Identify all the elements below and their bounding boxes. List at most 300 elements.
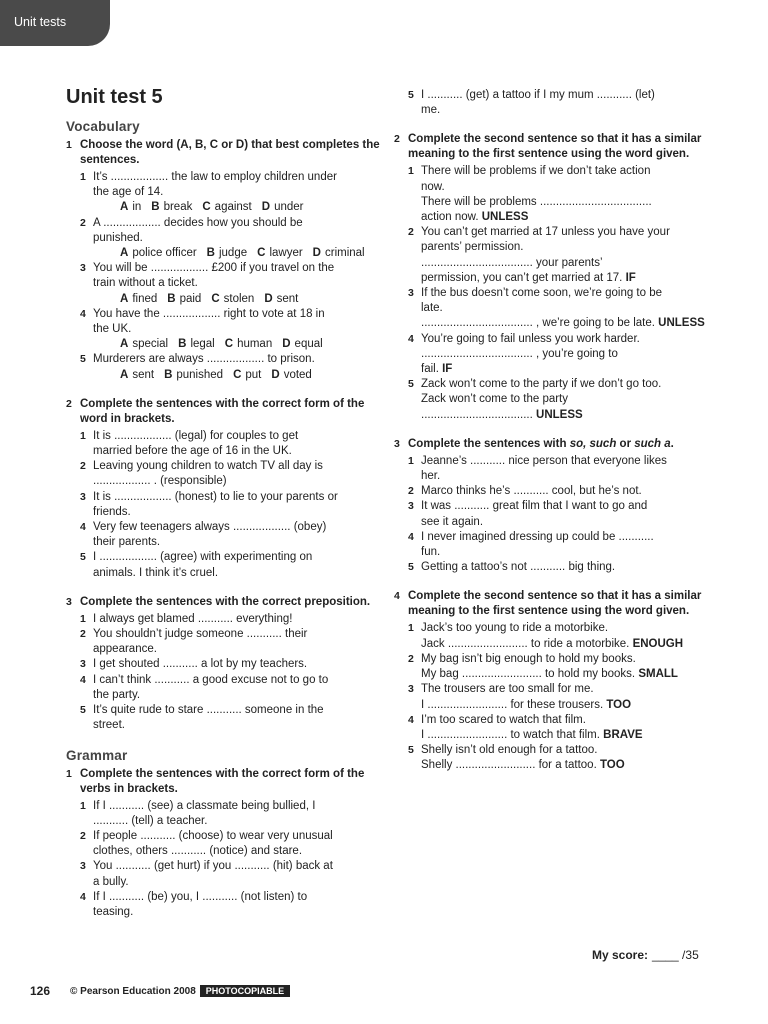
item-number: 2: [80, 829, 86, 842]
exercise-instruction-text: Complete the sentences with the correct form of the verbs in brackets.: [80, 767, 365, 795]
item-number: 1: [80, 612, 86, 625]
item-line: You ........... (get hurt) if you ........... (hit) back at: [93, 860, 333, 873]
item-line: I .................. (agree) with experimenting on: [93, 551, 313, 564]
exercise-instruction-text: Complete the second sentence so that it has a similar meaning to the first sentence using the word given.: [408, 133, 702, 161]
score-label: My score:: [592, 948, 649, 962]
item-text: [421, 377, 710, 423]
answer-options: [93, 292, 382, 307]
option-letter: A: [120, 292, 129, 305]
answer-option: [151, 200, 192, 215]
item-line: [421, 316, 710, 331]
item-text: [421, 682, 710, 712]
item-number: 5: [408, 89, 414, 101]
answer-option: [313, 246, 365, 261]
answer-option: [257, 246, 303, 261]
item-line: friends.: [93, 505, 131, 518]
item-text: [93, 799, 382, 829]
item-line: animals. I think it’s cruel.: [93, 566, 219, 579]
exercise-item: [394, 332, 710, 378]
answer-option: [211, 292, 254, 307]
item-line: see it again.: [421, 515, 484, 528]
item-line: now.: [421, 180, 445, 193]
item-number: 1: [408, 165, 414, 178]
exercise-item: [394, 454, 710, 484]
answer-option: [207, 246, 247, 261]
exercise-item: [394, 499, 710, 529]
item-line: It’s quite rude to stare ........... someone in the: [93, 704, 324, 717]
option-text: under: [274, 201, 304, 214]
item-line: punished.: [93, 231, 143, 244]
option-letter: C: [211, 292, 220, 305]
option-letter: B: [178, 338, 187, 351]
option-text: paid: [179, 292, 202, 305]
item-line: I never imagined dressing up could be ...........: [421, 530, 654, 543]
item-line: fun.: [421, 546, 441, 559]
item-line: appearance.: [93, 643, 157, 656]
item-number: 4: [408, 530, 414, 543]
item-number: 5: [80, 551, 86, 564]
item-number: 2: [408, 226, 414, 239]
exercise-item: [66, 459, 382, 489]
page-number: 126: [30, 984, 51, 998]
exercise-item: [394, 530, 710, 560]
item-line: ................................... your parents’: [421, 256, 603, 269]
exercise-number: 2: [394, 133, 400, 146]
option-letter: D: [261, 201, 271, 214]
item-line: You’re going to fail unless you work harder.: [421, 332, 640, 345]
option-letter: D: [282, 338, 291, 351]
exercise-item: [394, 682, 710, 712]
vocabulary-heading: Vocabulary: [66, 119, 140, 134]
item-line-text: My bag ......................... to hold my books.: [421, 668, 636, 681]
item-text: [421, 225, 710, 286]
exercise-item: [66, 829, 382, 859]
item-text: [93, 703, 382, 733]
exercise-instruction: [66, 767, 382, 797]
grammar-exercise-2: [394, 132, 710, 422]
item-line: If I ........... (be) you, I ........... (not listen) to: [93, 890, 308, 903]
keyword: BRAVE: [603, 728, 643, 741]
exercise-number: 3: [66, 595, 72, 608]
grammar-exercise-1: [66, 767, 382, 921]
exercise-item: [394, 743, 710, 773]
exercise-item: [66, 520, 382, 550]
keyword: UNLESS: [481, 211, 529, 224]
item-line: You will be .................. £200 if you travel on the: [93, 262, 335, 275]
item-text: [93, 352, 382, 382]
exercise-item: [66, 612, 382, 627]
item-number: 3: [80, 490, 86, 503]
option-letter: B: [151, 201, 160, 214]
right-column: [394, 88, 710, 774]
option-text: human: [237, 338, 273, 351]
item-line: There will be problems ...................................: [421, 195, 652, 208]
exercise-item: [66, 490, 382, 520]
grammar-exercise-3: [394, 437, 710, 576]
exercise-item: [394, 713, 710, 743]
keyword: TOO: [606, 698, 632, 711]
item-line: It is .................. (honest) to lie to your parents or: [93, 490, 338, 503]
item-text: [93, 859, 382, 889]
vocabulary-exercise-3: [66, 595, 382, 734]
item-number: 2: [408, 485, 414, 498]
item-line: My bag isn’t big enough to hold my books.: [421, 652, 636, 665]
left-column: [66, 84, 382, 920]
item-line: I’m too scared to watch that film.: [421, 713, 586, 726]
item-line: her.: [421, 470, 441, 483]
item-number: 2: [80, 460, 86, 473]
answer-options: [93, 337, 382, 352]
exercise-item: [394, 560, 710, 575]
item-line-text: I ......................... for these trousers.: [421, 698, 604, 711]
keyword: SMALL: [638, 668, 678, 681]
option-letter: A: [120, 338, 129, 351]
item-line: It was ........... great film that I want to go and: [421, 500, 648, 513]
photocopiable-badge: PHOTOCOPIABLE: [200, 985, 290, 997]
exercise-item: [66, 627, 382, 657]
section-tab-label: Unit tests: [14, 15, 67, 29]
exercise-item: [66, 890, 382, 920]
item-line: You shouldn’t judge someone ........... their: [93, 628, 308, 641]
item-number: 1: [80, 171, 86, 183]
exercise-instruction: 3 Complete the sentences with so, such or such a.: [394, 437, 674, 450]
copyright: © Pearson Education 2008: [70, 985, 196, 997]
item-line: street.: [93, 719, 125, 732]
exercise-item: [66, 307, 382, 353]
item-line-text: Shelly ......................... for a tattoo.: [421, 759, 597, 772]
item-line: If I ........... (see) a classmate being bullied, I: [93, 799, 316, 812]
option-letter: D: [264, 292, 273, 305]
exercise-item: [66, 703, 382, 733]
answer-option: [120, 337, 168, 352]
option-letter: B: [206, 247, 215, 260]
exercise-item: [394, 484, 710, 499]
item-line: If the bus doesn’t come soon, we’re going to be: [421, 287, 663, 300]
option-text: punished: [176, 368, 224, 381]
keyword: IF: [625, 271, 636, 284]
page-footer: [30, 984, 290, 998]
item-text: [421, 484, 710, 499]
item-line: Zack won’t come to the party if we don’t go too.: [421, 378, 662, 391]
item-number: 4: [80, 673, 86, 686]
item-line: I always get blamed ........... everything!: [93, 612, 293, 625]
score-box: [592, 948, 699, 962]
item-line: the party.: [93, 688, 141, 701]
item-line: [421, 408, 710, 423]
item-line: I get shouted ........... a lot by my teachers.: [93, 658, 308, 671]
item-line: [421, 637, 710, 652]
option-letter: B: [164, 368, 173, 381]
exercise-number: 1: [66, 139, 72, 151]
exercise-instruction: [66, 595, 382, 610]
answer-option: [202, 200, 251, 215]
answer-options: [93, 200, 382, 215]
keyword: UNLESS: [658, 317, 705, 330]
option-letter: C: [257, 247, 266, 260]
exercise-number: 1: [66, 767, 72, 780]
item-number: 3: [80, 658, 86, 671]
item-line: The trousers are too small for me.: [421, 683, 594, 696]
item-number: 4: [408, 713, 414, 726]
item-line: their parents.: [93, 536, 161, 549]
exercise-item: [66, 799, 382, 829]
item-text: [93, 261, 382, 307]
item-line: You have the .................. right to vote at 18 in: [93, 307, 325, 320]
item-line: ................................... , you’re going to: [421, 347, 618, 360]
item-number: 3: [408, 683, 414, 696]
item-number: 4: [408, 332, 414, 345]
item-number: 5: [80, 353, 86, 366]
grammar-heading: Grammar: [66, 747, 128, 763]
option-text: stolen: [223, 292, 255, 305]
option-letter: C: [202, 201, 211, 214]
item-line-text: fail.: [421, 363, 439, 376]
item-line: It is .................. (legal) for couples to get: [93, 429, 299, 442]
page-title: Unit test 5: [66, 86, 163, 108]
item-number: 2: [80, 628, 86, 641]
item-number: 3: [80, 262, 86, 275]
answer-option: [271, 368, 311, 383]
item-line: [421, 698, 710, 713]
item-number: 3: [408, 500, 414, 513]
item-text: [421, 454, 710, 484]
exercise-item: [66, 657, 382, 672]
option-text: break: [163, 201, 193, 214]
exercise-item: [394, 621, 710, 651]
item-text: [93, 429, 382, 459]
option-text: put: [245, 368, 262, 381]
option-text: against: [214, 201, 252, 214]
item-line: Murderers are always .................. to prison.: [93, 353, 315, 366]
keyword: ENOUGH: [632, 637, 684, 650]
exercise-item: [394, 652, 710, 682]
option-text: special: [132, 338, 169, 351]
item-number: 1: [80, 799, 86, 812]
answer-option: [164, 368, 223, 383]
option-letter: A: [120, 201, 129, 214]
exercise-instruction-text: Choose the word (A, B, C or D) that best completes the sentences.: [80, 139, 380, 166]
option-text: sent: [132, 368, 155, 381]
item-text: [93, 657, 382, 672]
exercise-number: 2: [66, 397, 72, 410]
item-text: [421, 88, 710, 118]
answer-option: [120, 200, 141, 215]
exercise-item: [66, 673, 382, 703]
answer-option: [120, 246, 197, 261]
item-text: [93, 890, 382, 920]
option-text: equal: [294, 338, 323, 351]
keyword: IF: [442, 363, 453, 376]
answer-option: [178, 337, 215, 352]
item-line: married before the age of 16 in the UK.: [93, 445, 292, 458]
item-number: 4: [80, 890, 86, 903]
item-text: [421, 560, 710, 575]
item-line: Jack’s too young to ride a motorbike.: [421, 622, 609, 635]
item-text: [93, 550, 382, 580]
item-line: [421, 667, 710, 682]
grammar-exercise-4: [394, 589, 710, 773]
item-line: Shelly isn’t old enough for a tattoo.: [421, 744, 598, 757]
item-line: Zack won’t come to the party: [421, 393, 569, 406]
item-number: 4: [80, 307, 86, 320]
item-line-text: ................................... , we’re going to be late.: [421, 317, 655, 330]
keyword: UNLESS: [536, 408, 583, 421]
option-letter: C: [233, 368, 242, 381]
item-line: Very few teenagers always .................. (obey): [93, 521, 327, 534]
item-text: [93, 829, 382, 859]
exercise-item: [66, 216, 382, 262]
option-text: lawyer: [269, 247, 303, 260]
answer-option: [167, 292, 201, 307]
item-number: 1: [80, 429, 86, 442]
item-line: [421, 271, 710, 286]
item-line: the UK.: [93, 323, 132, 336]
exercise-instruction-text: Complete the sentences with the correct form of the word in brackets.: [80, 397, 365, 425]
item-line: teasing.: [93, 905, 134, 918]
exercise-number: 4: [394, 590, 400, 603]
item-line: Leaving young children to watch TV all day is: [93, 460, 323, 473]
exercise-instruction: [394, 589, 710, 619]
exercise-instruction-text: Complete the sentences with the correct preposition.: [80, 595, 371, 608]
item-text: [93, 307, 382, 353]
item-line: parents’ permission.: [421, 241, 524, 254]
item-text: [421, 286, 710, 332]
option-text: legal: [190, 338, 215, 351]
answer-option: [262, 200, 304, 215]
item-line: Jeanne’s ........... nice person that everyone likes: [421, 454, 667, 467]
option-letter: A: [120, 247, 129, 260]
option-text: judge: [218, 247, 248, 260]
item-line-text: ...................................: [421, 408, 533, 421]
item-number: 5: [408, 561, 414, 574]
item-line: a bully.: [93, 875, 129, 888]
item-text: [93, 170, 382, 216]
item-text: [93, 520, 382, 550]
item-line: me.: [421, 104, 441, 117]
item-line: A .................. decides how you should be: [93, 216, 303, 229]
grammar-exercise-1-continued: [394, 88, 710, 118]
item-number: 5: [408, 378, 414, 391]
item-line: I can’t think ........... a good excuse not to go to: [93, 673, 329, 686]
option-text: fined: [132, 292, 158, 305]
answer-options: [93, 368, 382, 383]
exercise-item: [394, 164, 710, 225]
item-text: [421, 499, 710, 529]
exercise-item: [394, 225, 710, 286]
item-number: 1: [408, 622, 414, 635]
exercise-item: [394, 88, 710, 118]
exercise-item: [394, 377, 710, 423]
item-number: 3: [408, 287, 414, 300]
item-number: 1: [408, 454, 414, 467]
keyword: TOO: [599, 759, 625, 772]
item-line: train without a ticket.: [93, 277, 198, 290]
option-letter: C: [224, 338, 234, 351]
item-number: 5: [80, 704, 86, 717]
answer-option: [120, 368, 154, 383]
item-number: 2: [408, 652, 414, 665]
item-line: clothes, others ........... (notice) and stare.: [93, 845, 303, 858]
item-line: [421, 362, 710, 377]
exercise-item: [66, 170, 382, 216]
item-line: There will be problems if we don’t take action: [421, 165, 651, 178]
answer-option: [233, 368, 261, 383]
answer-option: [264, 292, 298, 307]
item-text: [421, 743, 710, 773]
exercise-instruction: [394, 132, 710, 162]
item-number: 3: [80, 860, 86, 873]
section-tab: [0, 0, 110, 46]
item-text: [93, 673, 382, 703]
item-line: .................. . (responsible): [93, 475, 227, 488]
option-text: police officer: [132, 247, 197, 260]
option-letter: A: [120, 368, 129, 381]
item-line: the age of 14.: [93, 186, 164, 199]
item-text: [93, 459, 382, 489]
item-line-text: I ......................... to watch that film.: [421, 728, 600, 741]
answer-option: [225, 337, 272, 352]
item-line: [421, 758, 710, 773]
item-line: Marco thinks he’s ........... cool, but he’s not.: [421, 485, 642, 498]
exercise-instruction-text: Complete the second sentence so that it has a similar meaning to the first sentence using the word given.: [408, 590, 702, 618]
item-text: [421, 530, 710, 560]
item-line: late.: [421, 302, 443, 315]
item-text: [93, 216, 382, 262]
item-line: You can’t get married at 17 unless you have your: [421, 226, 670, 239]
answer-options: [93, 246, 382, 261]
score-value: ____ /35: [652, 948, 699, 962]
item-line: Getting a tattoo’s not ........... big thing.: [421, 561, 616, 574]
item-text: [421, 652, 710, 682]
item-number: 5: [408, 744, 414, 757]
exercise-item: [394, 286, 710, 332]
item-line: If people ........... (choose) to wear very unusual: [93, 829, 333, 842]
item-line: It’s .................. the law to employ children under: [93, 171, 337, 183]
exercise-item: [66, 550, 382, 580]
item-text: [421, 621, 710, 651]
item-line: [421, 728, 710, 743]
answer-option: [282, 337, 322, 352]
item-line: I ........... (get) a tattoo if I my mum ........... (let): [421, 89, 655, 101]
option-text: in: [132, 201, 142, 214]
item-line: [421, 210, 710, 225]
answer-option: [120, 292, 157, 307]
option-letter: B: [167, 292, 176, 305]
option-text: voted: [283, 368, 312, 381]
item-text: [93, 490, 382, 520]
item-line-text: action now.: [421, 211, 479, 224]
exercise-item: [66, 261, 382, 307]
vocabulary-exercise-2: [66, 397, 382, 581]
item-text: [93, 612, 382, 627]
exercise-item: [66, 352, 382, 382]
vocabulary-exercise-1: [66, 138, 382, 383]
option-text: sent: [276, 292, 299, 305]
item-text: [421, 332, 710, 378]
option-text: criminal: [324, 247, 365, 260]
item-number: 2: [80, 216, 86, 229]
exercise-instruction: [66, 138, 382, 168]
item-text: [421, 713, 710, 743]
item-line: ........... (tell) a teacher.: [93, 814, 208, 827]
option-letter: D: [271, 368, 280, 381]
item-line-text: Jack ......................... to ride a motorbike.: [421, 637, 630, 650]
item-number: 4: [80, 521, 86, 534]
exercise-item: [66, 859, 382, 889]
item-text: [421, 164, 710, 225]
exercise-instruction: [66, 397, 382, 427]
item-line-text: permission, you can’t get married at 17.: [421, 271, 623, 284]
